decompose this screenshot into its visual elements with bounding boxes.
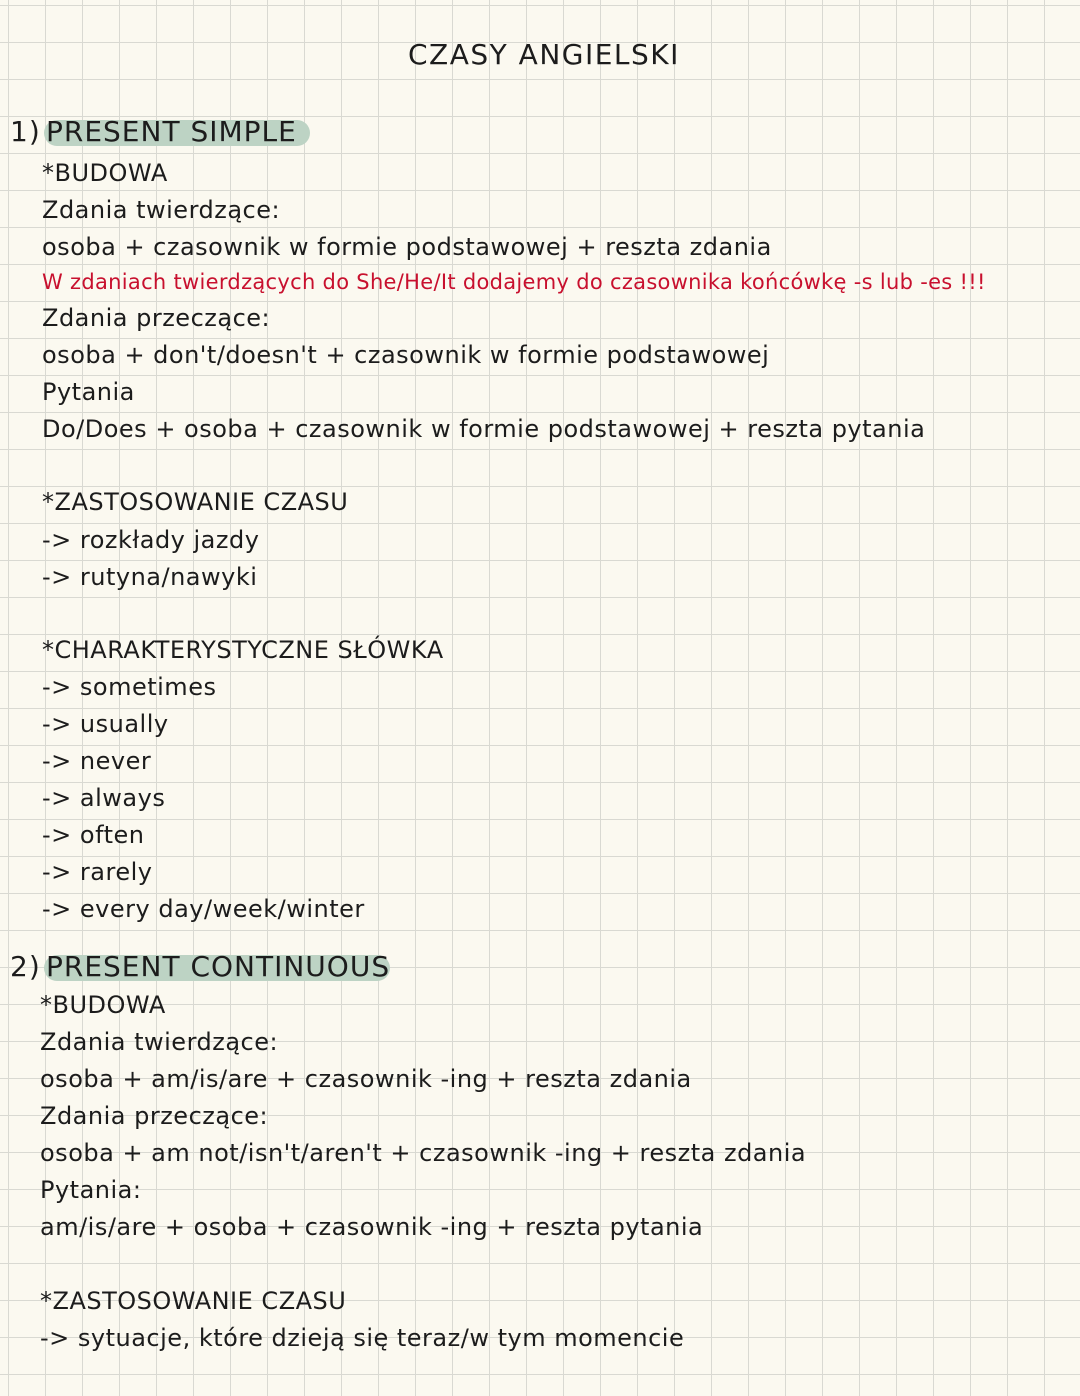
list-item: -> sytuacje, które dzieją się teraz/w tym momencie <box>40 1324 685 1352</box>
usage-heading: *ZASTOSOWANIE CZASU <box>42 488 349 516</box>
affirmative-label: Zdania twierdzące: <box>42 196 281 224</box>
list-item: -> never <box>42 747 152 775</box>
section-number: 2) <box>10 950 41 983</box>
note-text: W zdaniach twierdzących do She/He/It dodajemy do czasownika końcówkę -s lub -es !!! <box>42 270 986 294</box>
structure-heading: *BUDOWA <box>40 991 166 1019</box>
list-item: -> sometimes <box>42 673 217 701</box>
keywords-heading: *CHARAKTERYSTYCZNE SŁÓWKA <box>42 636 444 664</box>
question-formula: Do/Does + osoba + czasownik w formie podstawowej + reszta pytania <box>42 415 926 443</box>
negative-label: Zdania przeczące: <box>42 304 271 332</box>
negative-label: Zdania przeczące: <box>40 1102 269 1130</box>
section-heading: PRESENT CONTINUOUS <box>46 950 391 983</box>
section-number: 1) <box>10 115 41 148</box>
affirmative-formula: osoba + czasownik w formie podstawowej + reszta zdania <box>42 233 772 261</box>
list-item: -> every day/week/winter <box>42 895 365 923</box>
question-label: Pytania <box>42 378 135 406</box>
affirmative-label: Zdania twierdzące: <box>40 1028 279 1056</box>
negative-formula: osoba + am not/isn't/aren't + czasownik -ing + reszta zdania <box>40 1139 807 1167</box>
list-item: -> usually <box>42 710 169 738</box>
question-label: Pytania: <box>40 1176 142 1204</box>
list-item: -> always <box>42 784 166 812</box>
page-title: CZASY ANGIELSKI <box>408 38 680 71</box>
question-formula: am/is/are + osoba + czasownik -ing + reszta pytania <box>40 1213 704 1241</box>
list-item: -> rarely <box>42 858 153 886</box>
structure-heading: *BUDOWA <box>42 159 168 187</box>
list-item: -> rutyna/nawyki <box>42 563 258 591</box>
list-item: -> often <box>42 821 145 849</box>
section-heading: PRESENT SIMPLE <box>46 115 297 148</box>
affirmative-formula: osoba + am/is/are + czasownik -ing + reszta zdania <box>40 1065 692 1093</box>
negative-formula: osoba + don't/doesn't + czasownik w formie podstawowej <box>42 341 770 369</box>
usage-heading: *ZASTOSOWANIE CZASU <box>40 1287 347 1315</box>
list-item: -> rozkłady jazdy <box>42 526 260 554</box>
